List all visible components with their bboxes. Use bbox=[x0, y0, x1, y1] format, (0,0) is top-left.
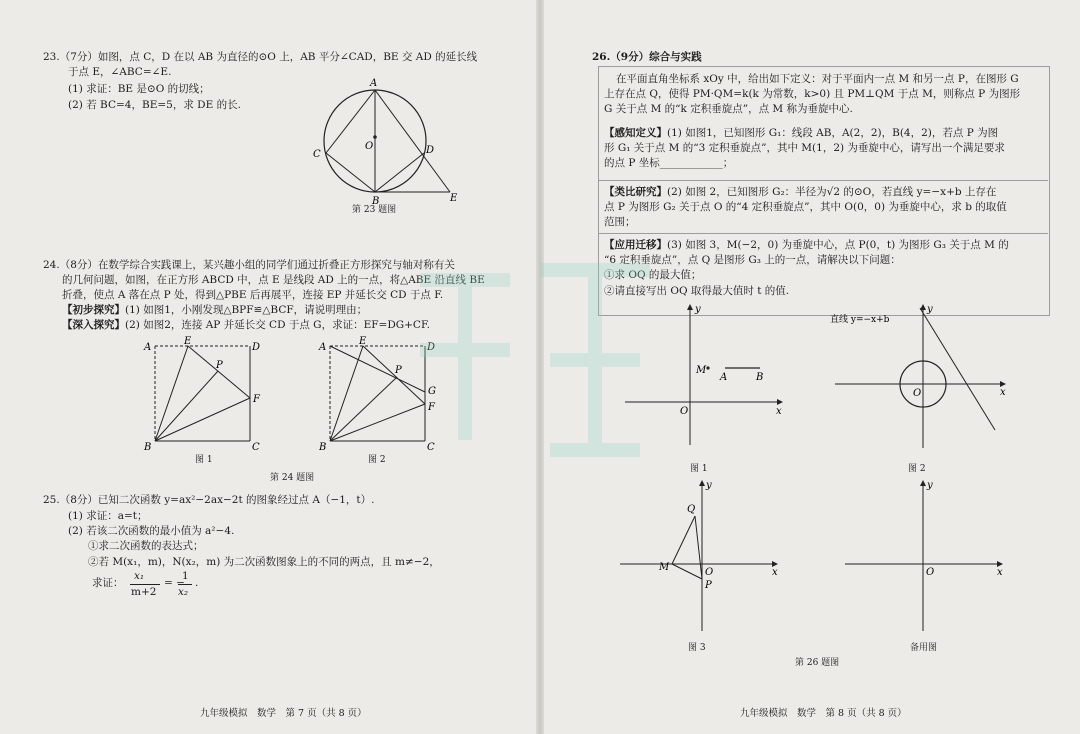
q24-caption: 第 24 题图 bbox=[270, 473, 315, 483]
q26-f1-y-label: y bbox=[695, 304, 701, 315]
q26-f2-x-label: x bbox=[1000, 387, 1006, 398]
q26-fig1-caption: 图 1 bbox=[690, 464, 708, 474]
q23-part2: (2) 若 BC=4，BE=5，求 DE 的长. bbox=[68, 99, 241, 111]
q26-s3-text: (3) 如图 3，M(−2，0) 为垂旋中心，点 P(0，t) 为图形 G₃ 关于点 M 的 bbox=[667, 239, 1009, 251]
q26-s2-line3: 范围； bbox=[604, 216, 636, 228]
q26-f2-line bbox=[920, 308, 995, 430]
q26-divider-1 bbox=[598, 180, 1048, 181]
q26-s2-text: (2) 如图 2，已知图形 G₂：半径为√2 的⊙O，若直线 y=−x+b 上存在 bbox=[667, 186, 997, 198]
q24-part1-tag: 【初步探究】 bbox=[62, 304, 125, 316]
q24-stem-line3: 折叠，使点 A 落在点 P 处，得到△PBE 后再展平，连接 EP 并延长交 CD 于点 F. bbox=[62, 289, 444, 301]
q24-fig1-caption: 图 1 bbox=[195, 455, 213, 465]
q26-s1-line3: 的点 P 坐标____________； bbox=[604, 157, 734, 169]
q24-f2-label-e: E bbox=[359, 336, 367, 347]
q26-title: 26.（9分）综合与实践 bbox=[592, 51, 702, 63]
watermark-logo bbox=[400, 240, 670, 480]
q23-caption: 第 23 题图 bbox=[352, 205, 397, 215]
q25-end: . bbox=[195, 577, 199, 589]
q25-frac2-num: 1 bbox=[182, 570, 189, 582]
page8-footer: 九年级模拟 数学 第 8 页（共 8 页） bbox=[740, 708, 907, 719]
q24-f1-label-b: B bbox=[144, 442, 152, 453]
q25-part2: (2) 若该二次函数的最小值为 a²−4. bbox=[68, 525, 235, 537]
q23-label-a: A bbox=[370, 78, 378, 89]
q24-f2-segment-bp bbox=[330, 377, 397, 441]
q24-f1-label-p: P bbox=[216, 360, 223, 371]
q26-def-line1: 在平面直角坐标系 xOy 中，给出如下定义：对于平面内一点 M 和另一点 P，在图形 G bbox=[616, 73, 1019, 85]
q26-f3-x-label: x bbox=[772, 567, 778, 578]
q26-f1-origin-label: O bbox=[680, 406, 689, 417]
q26-s2-tag: 【类比研究】 bbox=[604, 186, 667, 198]
q24-fig2-caption: 图 2 bbox=[368, 455, 386, 465]
q24-f1-label-c: C bbox=[252, 442, 260, 453]
q23-stem-line1: 23.（7分）如图，点 C，D 在以 AB 为直径的⊙O 上，AB 平分∠CAD，BE 交 AD 的延长线 bbox=[43, 51, 478, 63]
q23-label-d: D bbox=[426, 145, 435, 156]
q24-f2-segment-be bbox=[330, 346, 363, 441]
q24-f2-label-p: P bbox=[395, 365, 402, 376]
q24-part2 bbox=[62, 318, 430, 332]
q24-part2-tag: 【深入探究】 bbox=[62, 319, 125, 331]
q26-s1-text: (1) 如图1，已知图形 G₁：线段 AB，A(2，2)，B(4，2)，若点 P 为图 bbox=[667, 127, 999, 139]
q26-divider-2 bbox=[598, 233, 1048, 234]
q25-part1: (1) 求证：a=t； bbox=[68, 510, 148, 522]
q26-f3-segment-qp bbox=[695, 516, 702, 579]
q26-s3-line2: “6 定积垂旋点”，点 Q 是图形 G₃ 上的一点，请解决以下问题： bbox=[604, 254, 901, 266]
q24-stem-line2: 的几何问题，如图，在正方形 ABCD 中，点 E 是线段 AD 上的一点，将△ABE 沿直线 BE bbox=[62, 274, 485, 286]
q24-f2-label-d: D bbox=[427, 342, 436, 353]
q26-figure-3 bbox=[615, 476, 785, 636]
q23-label-e: E bbox=[450, 193, 458, 204]
q24-part2-text: (2) 如图2，连接 AP 并延长交 CD 于点 G，求证：EF=DG+CF. bbox=[125, 319, 430, 331]
q25-frac2-den: x₂ bbox=[178, 586, 189, 598]
q23-label-b: B bbox=[372, 196, 380, 207]
q26-caption: 第 26 题图 bbox=[795, 658, 840, 668]
q26-s3-line4: ②请直接写出 OQ 取得最大值时 t 的值. bbox=[604, 285, 790, 297]
q24-part1 bbox=[62, 303, 367, 317]
q26-fig3-caption: 图 3 bbox=[688, 643, 706, 653]
q24-f1-segment-bf bbox=[155, 398, 250, 441]
q26-f3-label-q: Q bbox=[687, 504, 696, 515]
q24-f1-label-f: F bbox=[253, 394, 260, 405]
q23-label-c: C bbox=[313, 149, 321, 160]
q25-frac1-num: x₁ bbox=[134, 570, 145, 582]
q26-f3-segment-mq bbox=[672, 516, 695, 564]
q25-part2a: ①求二次函数的表达式； bbox=[88, 540, 204, 552]
q26-spare-figure bbox=[840, 476, 1010, 636]
q23-center-dot bbox=[373, 135, 377, 139]
q26-f1-point-m bbox=[706, 366, 709, 369]
q25-frac1-den: m+2 bbox=[131, 586, 157, 598]
q26-f2-origin-label: O bbox=[913, 388, 922, 399]
q26-spare-x-label: x bbox=[997, 567, 1003, 578]
q24-f2-label-b: B bbox=[319, 442, 327, 453]
q26-s1-tag: 【感知定义】 bbox=[604, 127, 667, 139]
q24-f1-label-d: D bbox=[252, 342, 261, 353]
q26-spare-caption: 备用图 bbox=[910, 643, 938, 653]
q23-part1: (1) 求证：BE 是⊙O 的切线； bbox=[68, 83, 210, 95]
q25-stem: 25.（8分）已知二次函数 y=ax²−2ax−2t 的图象经过点 A（−1，t）. bbox=[43, 494, 375, 506]
q26-f3-label-m: M bbox=[659, 562, 670, 573]
q24-stem-line1: 24.（8分）在数学综合实践课上，某兴趣小组的同学们通过折叠正方形探究与轴对称有关 bbox=[43, 259, 455, 271]
q26-f1-x-label: x bbox=[776, 406, 782, 417]
q24-f2-label-a: A bbox=[319, 342, 327, 353]
q26-f2-y-label: y bbox=[927, 304, 933, 315]
q24-f2-label-c: C bbox=[427, 442, 435, 453]
q26-f2-line-label: 直线 y=−x+b bbox=[830, 315, 890, 325]
q26-f1-label-a: A bbox=[720, 372, 728, 383]
q26-s1-line2: 形 G₁ 关于点 M 的“3 定积垂旋点”，其中 M(1，2) 为垂旋中心，请写出一个满足要求 bbox=[604, 142, 1005, 154]
q26-s3-line3: ①求 OQ 的最大值； bbox=[604, 269, 702, 281]
q23-label-o: O bbox=[365, 141, 374, 152]
q24-f1-segment-be bbox=[155, 346, 188, 441]
page7-footer: 九年级模拟 数学 第 7 页（共 8 页） bbox=[200, 708, 367, 719]
q26-def-line2: 上存在点 Q，使得 PM·QM=k(k 为常数，k>0) 且 PM⊥QM 于点 M，则称点 P 为图形 bbox=[604, 88, 1021, 100]
q26-s3-tag: 【应用迁移】 bbox=[604, 239, 667, 251]
q26-def-line3: G 关于点 M 的“k 定积垂旋点”，点 M 称为垂旋中心. bbox=[604, 103, 853, 115]
q24-f1-label-a: A bbox=[144, 342, 152, 353]
q23-stem-line2: 于点 E，∠ABC=∠E. bbox=[68, 66, 172, 78]
q24-f1-segment-ef bbox=[188, 346, 250, 398]
q24-part1-text: (1) 如图1，小刚发现△BPF≌△BCF，请说明理由； bbox=[125, 304, 368, 316]
q26-spare-origin-label: O bbox=[926, 567, 935, 578]
q26-f1-label-b: B bbox=[756, 372, 764, 383]
q26-f3-y-label: y bbox=[706, 480, 712, 491]
q24-f2-label-g: G bbox=[428, 386, 436, 397]
q24-f1-label-e: E bbox=[184, 336, 192, 347]
q25-equals: = − bbox=[164, 577, 185, 589]
q23-line-ae bbox=[375, 90, 450, 192]
q26-spare-y-label: y bbox=[927, 480, 933, 491]
q24-figure-1 bbox=[140, 336, 270, 454]
q24-f2-label-f: F bbox=[428, 402, 435, 413]
q26-s1-line1 bbox=[604, 126, 998, 140]
q26-s2-line1 bbox=[604, 185, 996, 199]
q26-figure-2 bbox=[830, 300, 1010, 450]
q26-fig2-caption: 图 2 bbox=[908, 464, 926, 474]
q25-part2b: ②若 M(x₁，m)，N(x₂，m) 为二次函数图象上的不同的两点，且 m≠−2， bbox=[88, 556, 440, 568]
q26-f3-label-p: P bbox=[705, 580, 712, 591]
q23-figure bbox=[310, 75, 470, 210]
q26-f3-segment-mp bbox=[672, 564, 702, 579]
q24-f1-segment-bp bbox=[155, 371, 218, 441]
q25-prove-lead: 求证： bbox=[92, 577, 124, 589]
q26-s2-line2: 点 P 为图形 G₂ 关于点 O 的“4 定积垂旋点”，其中 O(0，0) 为垂旋中心，求 b 的取值 bbox=[604, 201, 1007, 213]
q26-f1-label-m: M bbox=[696, 365, 707, 376]
q26-f3-origin-label: O bbox=[705, 567, 714, 578]
